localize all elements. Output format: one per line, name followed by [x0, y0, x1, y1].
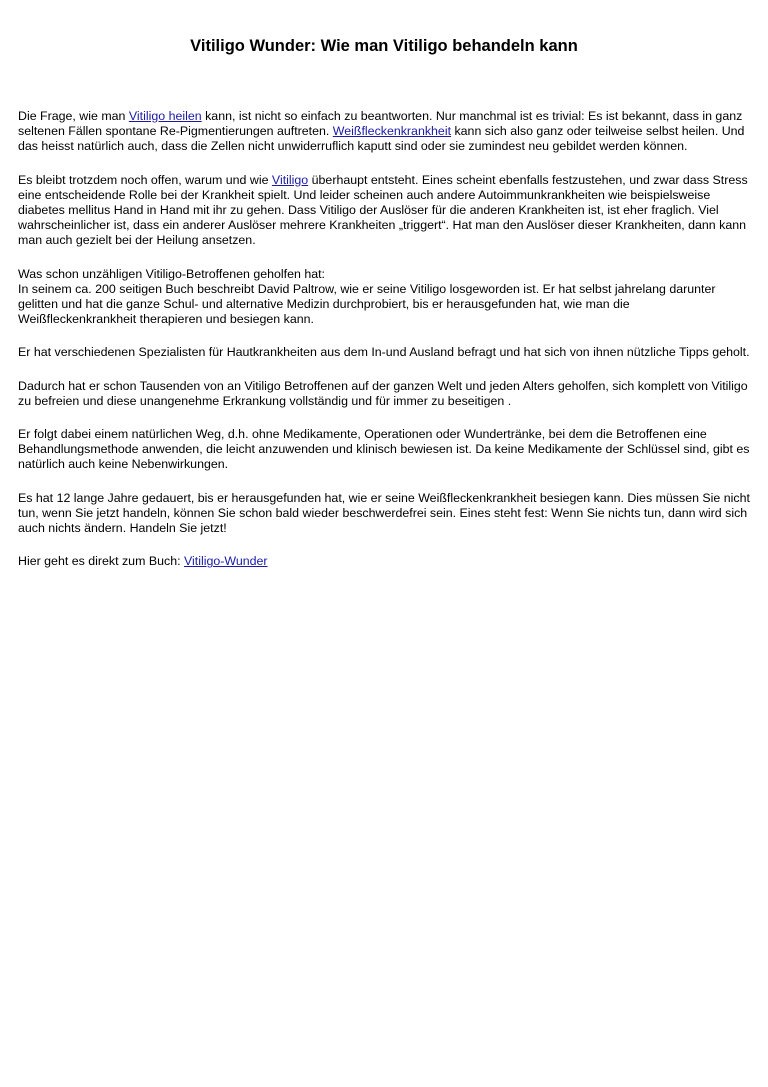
link-vitiligo-wunder[interactable]: Vitiligo-Wunder — [183, 554, 268, 569]
link-vitiligo-heilen[interactable]: Vitiligo heilen — [128, 109, 202, 123]
paragraph-2 — [18, 173, 750, 249]
paragraph-3-line-1: Was schon unzähligen Vitiligo-Betroffenen geholfen hat: — [18, 266, 325, 281]
paragraph-5: Dadurch hat er schon Tausenden von an Vitiligo Betroffenen auf der ganzen Welt und jeden Alters geholfen, sich komplett von Vitiligo zu befreien und diese unangenehme Erkrankung vollständig und für immer zu beseitigen . — [18, 378, 748, 408]
paragraph-1 — [18, 109, 750, 155]
paragraph-4: Er hat verschiedenen Spezialisten für Hautkrankheiten aus dem In-und Ausland befragt und hat sich von ihnen nützliche Tipps geholt. — [18, 345, 750, 360]
link-vitiligo[interactable]: Vitiligo — [271, 172, 309, 187]
paragraph-1-text-c: kann sich also ganz oder teilweise selbst heilen. Und das heisst natürlich auch, dass die Zellen nicht unwiderruflich kaputt sind oder sie zumindest neu gebildet werden können. — [18, 124, 745, 154]
paragraph-3 — [18, 267, 750, 328]
paragraph-3-line-2: In seinem ca. 200 seitigen Buch beschreibt David Paltrow, wie er seine Vitiligo losgeworden ist. Er hat selbst jahrelang darunter gelitten und hat die ganze Schul- und alternative Medizin durchprobiert, bis er herausgefunden hat, wie man die Weißfleckenkrankheit therapieren und besiegen kann. — [18, 281, 716, 327]
paragraph-1-text-b: kann, ist nicht so einfach zu beantworten. Nur manchmal ist es trivial: Es ist bekannt, dass in ganz seltenen Fällen spontane Re-Pigmentierungen auftreten. — [18, 109, 743, 139]
paragraph-7: Es hat 12 lange Jahre gedauert, bis er herausgefunden hat, wie er seine Weißfleckenkrankheit besiegen kann. Dies müssen Sie nicht tun, wenn Sie jetzt handeln, können Sie schon bald wieder beschwerdefrei sein. Eines steht fest: Wenn Sie nichts tun, dann wird sich auch nichts ändern. Handeln Sie jetzt! — [18, 490, 750, 536]
document-body — [18, 109, 750, 587]
paragraph-8-text: Hier geht es direkt zum Buch: — [18, 554, 184, 569]
paragraph-2-text-a: Es bleibt trotzdem noch offen, warum und wie — [18, 172, 272, 187]
link-weissfleckenkrankheit[interactable]: Weißfleckenkrankheit — [332, 124, 452, 139]
paragraph-6: Er folgt dabei einem natürlichen Weg, d.h. ohne Medikamente, Operationen oder Wundertränke, bei dem die Betroffenen eine Behandlungsmethode anwenden, die leicht anzuwenden und klinisch bewiesen ist. Da keine Medikamente der Schlüssel sind, gibt es natürlich auch keine Nebenwirkungen. — [18, 427, 750, 472]
paragraph-8 — [18, 554, 750, 569]
paragraph-2-text-b: überhaupt entsteht. Eines scheint ebenfalls festzustehen, und zwar dass Stress eine entscheidende Rolle bei der Krankheit spielt. Und leider scheinen auch andere Autoimmunkrankheiten wie beispielsweise diabetes mellitus Hand in Hand mit ihr zu gehen. Dass Vitiligo der Auslöser für die anderen Krankheiten ist, ist eher fraglich. Viel wahrscheinlicher ist, dass ein anderer Auslöser mehrere Krankheiten „triggert“. Hat man den Auslöser dieser Krankheiten, dann kann man auch gezielt bei der Heilung ansetzen. — [18, 172, 748, 248]
page-title: Vitiligo Wunder: Wie man Vitiligo behandeln kann — [190, 37, 578, 55]
paragraph-1-text-a: Die Frage, wie man — [18, 109, 129, 123]
